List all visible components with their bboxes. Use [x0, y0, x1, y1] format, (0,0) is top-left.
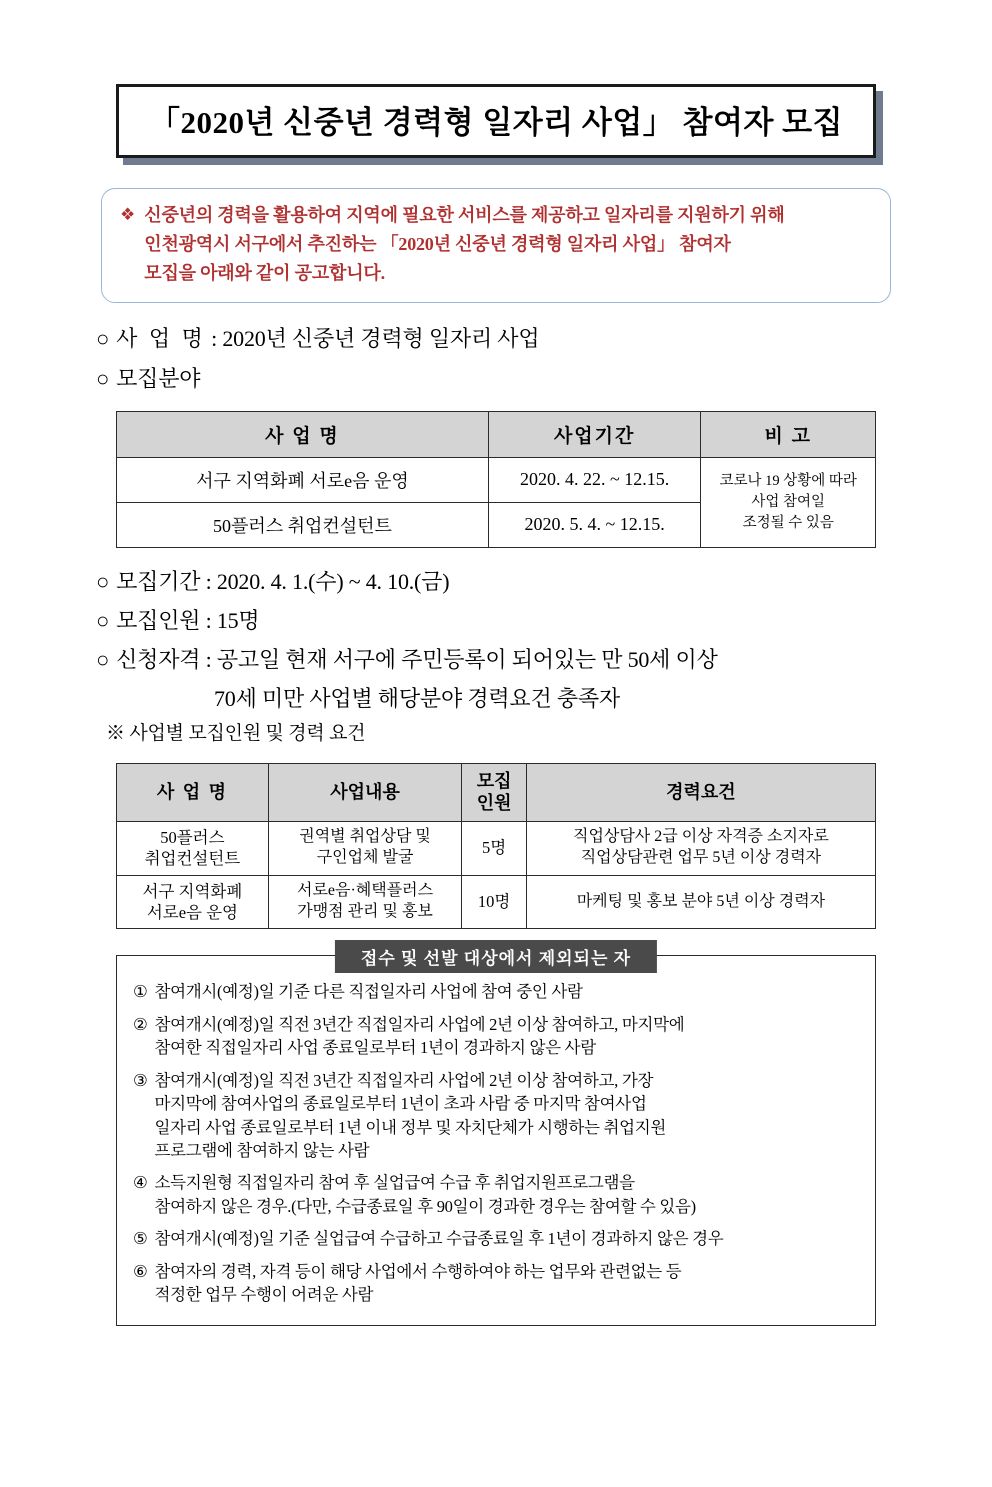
- cell-req-name-2-line-1: 서구 지역화폐: [142, 881, 243, 901]
- cell-req-career-1-line-2: 직업상담관련 업무 5년 이상 경력자: [580, 849, 822, 867]
- note-line-2: 사업 참여일: [751, 493, 826, 510]
- cell-note: [701, 457, 876, 547]
- exclusion-num-3: ③: [133, 1070, 148, 1090]
- item-recruit-field: [96, 359, 896, 398]
- item-value-5: : 공고일 현재 서구에 주민등록이 되어있는 만 50세 이상: [205, 647, 718, 673]
- item-label-3: 모집기간: [116, 568, 201, 594]
- exclusion-3-line-3: 일자리 사업 종료일로부터 1년 이내 정부 및 자치단체가 시행하는 취업지원: [154, 1117, 667, 1137]
- list-item: [133, 1171, 859, 1218]
- item-label-2: 모집분야: [116, 365, 201, 391]
- list-item: [133, 1013, 859, 1060]
- requirements-note: ※ 사업별 모집인원 및 경력 요건: [106, 723, 366, 745]
- cell-req-name-2-line-2: 서로e음 운영: [146, 903, 238, 923]
- exclusion-text-2: [155, 1013, 860, 1060]
- item-value-3: : 2020. 4. 1.(수) ~ 4. 10.(금): [205, 568, 450, 594]
- item-recruit-period: [96, 562, 896, 601]
- cell-req-content-1-line-1: 권역별 취업상담 및: [299, 828, 431, 846]
- title-box: [116, 84, 876, 158]
- item-mark-3: ○: [96, 568, 110, 594]
- list-item: [133, 980, 859, 1003]
- note-line-3: 조정될 수 있음: [742, 514, 834, 531]
- exclusion-num-6: ⑥: [133, 1261, 148, 1281]
- table-row: [117, 875, 876, 929]
- document-page: [0, 84, 992, 1487]
- item-recruit-count: [96, 601, 896, 640]
- exclusion-num-2: ②: [133, 1014, 148, 1034]
- cell-req-name-1: [117, 821, 269, 875]
- intro-text: [144, 201, 784, 288]
- exclusion-4-line-1: 소득지원형 직접일자리 참여 후 실업급여 수급 후 취업지원프로그램을: [154, 1173, 635, 1193]
- exclusion-header: 접수 및 선발 대상에서 제외되는 자: [335, 940, 657, 973]
- cell-req-content-2: [268, 875, 462, 929]
- cell-req-content-1-line-2: 구인업체 발굴: [316, 849, 414, 867]
- title-container: [116, 84, 876, 158]
- intro-line-1: 신중년의 경력을 활용하여 지역에 필요한 서비스를 제공하고 일자리를 지원하기 위해: [144, 205, 785, 225]
- table-header-row: [117, 763, 876, 821]
- cell-req-count-1: 5명: [462, 821, 527, 875]
- item-mark-4: ○: [96, 607, 110, 633]
- th-req-count-line-2: 인원: [476, 793, 512, 814]
- th-req-content: 사업내용: [268, 763, 462, 821]
- th-project-name: 사 업 명: [117, 411, 489, 457]
- item-label-5: 신청자격: [116, 647, 201, 673]
- cell-project-name-1: 서구 지역화폐 서로e음 운영: [117, 457, 489, 502]
- table-row: [117, 457, 876, 502]
- exclusion-num-5: ⑤: [133, 1229, 148, 1249]
- intro-line-3: 모집을 아래와 같이 공고합니다.: [144, 263, 385, 284]
- th-req-count: [462, 763, 527, 821]
- exclusion-4-line-2: 참여하지 않은 경우.(다만, 수급종료일 후 90일이 경과한 경우는 참여할 수 있음): [154, 1196, 696, 1216]
- exclusion-text-1: [155, 980, 860, 1003]
- item-value-4: : 15명: [205, 607, 260, 633]
- cell-period-2: 2020. 5. 4. ~ 12.15.: [488, 502, 701, 547]
- cell-req-name-1-line-2: 취업컨설턴트: [144, 849, 241, 869]
- exclusion-text-3: [155, 1069, 860, 1163]
- exclusion-6-line-1: 참여자의 경력, 자격 등이 해당 사업에서 수행하여야 하는 업무와 관련없는 등: [154, 1261, 682, 1281]
- exclusion-3-line-4: 프로그램에 참여하지 않는 사람: [154, 1140, 370, 1160]
- intro-callout: [101, 188, 891, 303]
- th-req-count-line-1: 모집: [476, 770, 512, 791]
- exclusion-3-line-1: 참여개시(예정)일 직전 3년간 직접일자리 사업에 2년 이상 참여하고, 가장: [154, 1070, 654, 1090]
- cell-req-name-1-line-1: 50플러스: [160, 827, 225, 847]
- fields-table: [116, 411, 876, 548]
- exclusion-1-line-1: 참여개시(예정)일 기준 다른 직접일자리 사업에 참여 중인 사람: [154, 982, 583, 1002]
- item-qualification: [96, 640, 896, 679]
- exclusion-num-1: ①: [133, 982, 148, 1002]
- cell-project-name-2: 50플러스 취업컨설턴트: [117, 502, 489, 547]
- cell-req-career-1: [526, 821, 875, 875]
- cell-req-content-2-line-2: 가맹점 관리 및 홍보: [297, 903, 433, 921]
- body-block: [96, 319, 896, 1325]
- exclusion-3-line-2: 마지막에 참여사업의 종료일로부터 1년이 초과 사람 중 마지막 참여사업: [154, 1094, 647, 1114]
- item-value-1: : 2020년 신중년 경력형 일자리 사업: [211, 326, 540, 352]
- item-label-1: 사 업 명: [116, 326, 206, 352]
- page-title: 「2020년 신중년 경력형 일자리 사업」 참여자 모집: [148, 105, 844, 140]
- exclusion-2-line-1: 참여개시(예정)일 직전 3년간 직접일자리 사업에 2년 이상 참여하고, 마지막에: [154, 1014, 685, 1034]
- table-row: [117, 821, 876, 875]
- exclusion-text-4: [155, 1171, 860, 1218]
- exclusion-text-6: [155, 1260, 860, 1307]
- cell-req-content-2-line-1: 서로e음·혜택플러스: [297, 882, 434, 900]
- exclusion-section: [116, 949, 876, 1325]
- exclusion-box: [116, 955, 876, 1325]
- exclusion-5-line-1: 참여개시(예정)일 기준 실업급여 수급하고 수급종료일 후 1년이 경과하지 않은 경우: [154, 1229, 724, 1249]
- th-period: 사업기간: [488, 411, 701, 457]
- exclusion-2-line-2: 참여한 직접일자리 사업 종료일로부터 1년이 경과하지 않은 사람: [154, 1038, 596, 1058]
- cell-req-career-1-line-1: 직업상담사 2급 이상 자격증 소지자로: [572, 828, 829, 846]
- th-req-career: 경력요건: [526, 763, 875, 821]
- cell-period-1: 2020. 4. 22. ~ 12.15.: [488, 457, 701, 502]
- th-note: 비 고: [701, 411, 876, 457]
- requirements-table: [116, 763, 876, 930]
- cell-req-name-2: [117, 875, 269, 929]
- cell-req-content-1: [268, 821, 462, 875]
- qualification-second-line: 70세 미만 사업별 해당분야 경력요건 충족자: [214, 686, 620, 712]
- list-item: [133, 1069, 859, 1163]
- cell-req-career-2: 마케팅 및 홍보 분야 5년 이상 경력자: [526, 875, 875, 929]
- list-item: [133, 1227, 859, 1250]
- exclusion-num-4: ④: [133, 1173, 148, 1193]
- note-line-1: 코로나 19 상황에 따라: [719, 472, 857, 489]
- item-project-name: [96, 319, 896, 358]
- intro-line-2: 인천광역시 서구에서 추진하는 「2020년 신중년 경력형 일자리 사업」 참여자: [144, 234, 731, 255]
- item-label-4: 모집인원: [116, 607, 201, 633]
- cell-req-count-2: 10명: [462, 875, 527, 929]
- item-mark-5: ○: [96, 647, 110, 673]
- th-req-project-name: 사 업 명: [117, 763, 269, 821]
- diamond-bullet-icon: ❖: [120, 205, 136, 224]
- list-item: [133, 1260, 859, 1307]
- item-mark-1: ○: [96, 326, 110, 352]
- exclusion-6-line-2: 적정한 업무 수행이 어려운 사람: [154, 1285, 374, 1305]
- table-header-row: [117, 411, 876, 457]
- item-mark-2: ○: [96, 365, 110, 391]
- exclusion-text-5: [155, 1227, 860, 1250]
